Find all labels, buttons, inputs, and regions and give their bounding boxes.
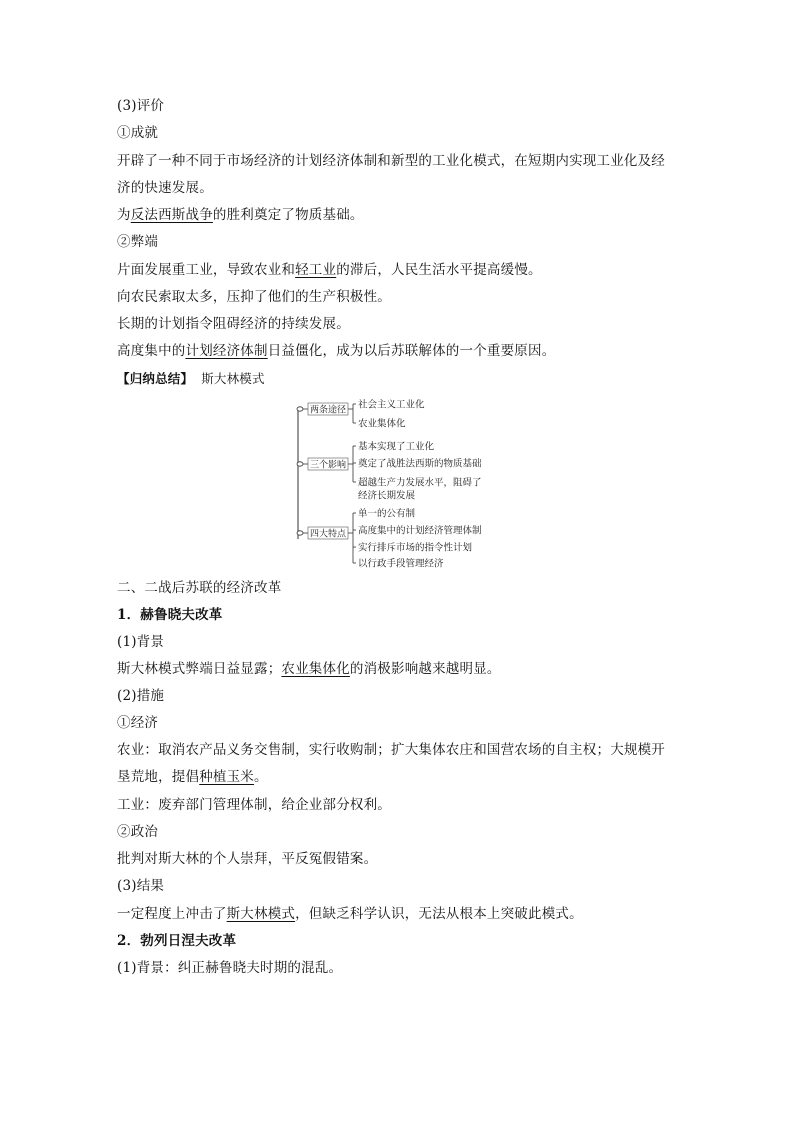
achievement-paragraph-line2: 济的快速发展。 (117, 180, 213, 196)
summary-topic: 斯大林模式 (201, 371, 265, 386)
text-segment: 为 (117, 207, 131, 223)
text-segment: 斯大林模式弊端日益显露； (117, 661, 282, 677)
group-label-impacts: 三个影响 (310, 460, 347, 471)
industry-paragraph: 工业：废弃部门管理体制，给企业部分权利。 (117, 797, 391, 813)
summary-label: 【归纳总结】 (117, 371, 194, 386)
text-segment: 一定程度上冲击了 (117, 906, 227, 922)
drawback-paragraph-4 (117, 341, 687, 361)
summary-heading (117, 369, 687, 389)
features-item-4: 以行政手段管理经济 (358, 558, 444, 570)
group-label-features: 四大特点 (310, 529, 347, 540)
brezhnev-background: (1)背景：纠正赫鲁晓夫时期的混乱。 (117, 960, 343, 976)
politics-title: ②政治 (117, 824, 159, 840)
text-segment: 的滞后，人民生活水平提高缓慢。 (336, 262, 542, 278)
text-segment: 垦荒地，提倡 (117, 769, 200, 785)
underlined-term: 种植玉米 (199, 769, 255, 785)
impacts-item-2: 奠定了战胜法西斯的物质基础 (358, 458, 482, 470)
text-segment: 日益僵化，成为以后苏联解体的一个重要原因。 (267, 343, 556, 359)
drawback-title: ②弊端 (117, 234, 159, 250)
underlined-term: 计划经济体制 (185, 343, 268, 359)
text-segment: 片面发展重工业，导致农业和 (117, 262, 296, 278)
politics-paragraph: 批判对斯大林的个人崇拜，平反冤假错案。 (117, 851, 378, 867)
underlined-term: 农业集体化 (281, 661, 350, 677)
khrushchev-reform-heading: 1．赫鲁晓夫改革 (117, 607, 223, 623)
text-segment: 高度集中的 (117, 343, 186, 359)
drawback-paragraph-2: 向农民索取太多，压抑了他们的生产积极性。 (117, 289, 391, 305)
group-label-paths: 两条途径 (310, 405, 347, 416)
agriculture-line2 (117, 767, 687, 787)
features-item-2: 高度集中的计划经济管理体制 (358, 525, 482, 537)
drawback-paragraph-1 (117, 260, 687, 280)
drawback-paragraph-3: 长期的计划指令阻碍经济的持续发展。 (117, 316, 350, 332)
paths-item-1: 社会主义工业化 (358, 399, 425, 411)
measures-title: (2)措施 (117, 688, 165, 704)
economy-title: ①经济 (117, 715, 159, 731)
impacts-item-3b: 经济长期发展 (358, 490, 416, 502)
features-item-3: 实行排斥市场的指令性计划 (358, 542, 473, 554)
section-2-heading: 二、二战后苏联的经济改革 (117, 580, 282, 596)
underlined-term: 轻工业 (295, 262, 337, 278)
underlined-term: 斯大林模式 (226, 906, 296, 922)
stalin-model-diagram (292, 396, 512, 574)
text-segment: 的胜利奠定了物质基础。 (212, 207, 364, 223)
background-paragraph (117, 659, 687, 679)
achievement-paragraph-2 (117, 205, 687, 225)
text-segment: 的消极影响越来越明显。 (349, 661, 501, 677)
background-title: (1)背景 (117, 634, 165, 650)
impacts-item-1: 基本实现了工业化 (358, 441, 435, 453)
text-segment: ，但缺乏科学认识，无法从根本上突破此模式。 (295, 906, 583, 922)
agriculture-line1: 农业：取消农产品义务交售制，实行收购制；扩大集体农庄和国营农场的自主权；大规模开 (117, 742, 665, 758)
result-title: (3)结果 (117, 878, 165, 894)
features-item-1: 单一的公有制 (358, 508, 416, 520)
paths-item-2: 农业集体化 (358, 418, 406, 430)
result-paragraph (117, 904, 687, 924)
brezhnev-reform-heading: 2．勃列日涅夫改革 (117, 933, 237, 949)
text-segment: 。 (254, 769, 268, 785)
achievement-paragraph-line1: 开辟了一种不同于市场经济的计划经济体制和新型的工业化模式，在短期内实现工业化及经 (117, 153, 665, 169)
impacts-item-3a: 超越生产力发展水平，阻碍了 (358, 477, 482, 489)
underlined-term: 反法西斯战争 (130, 207, 213, 223)
achievement-title: ①成就 (117, 125, 159, 141)
section-evaluation-title: (3)评价 (117, 98, 165, 114)
